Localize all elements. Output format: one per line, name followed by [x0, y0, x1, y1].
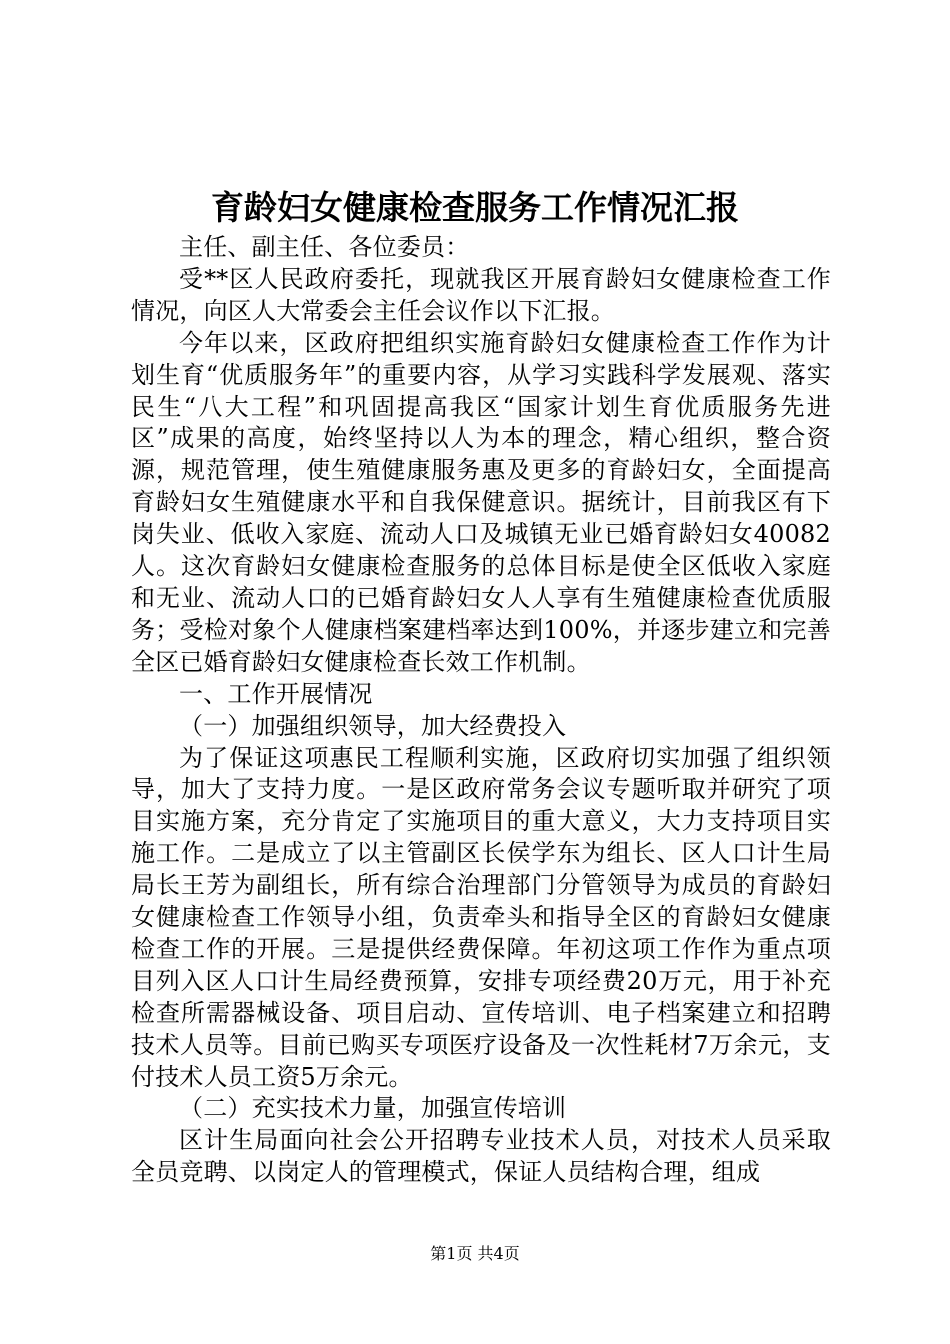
document-title: 育龄妇女健康检查服务工作情况汇报 [211, 188, 739, 227]
subsection-heading: （二）充实技术力量，加强宣传培训 [179, 1094, 567, 1123]
intro-paragraph: 受**区人民政府委托，现就我区开展育龄妇女健康检查工作情况，向区人大常委会主任会议作以下汇报。 [131, 264, 831, 325]
page-number-footer: 第1页 共4页 [430, 1244, 520, 1263]
section-heading: 一、工作开展情况 [179, 679, 373, 708]
subsection-heading: （一）加强组织领导，加大经费投入 [179, 711, 567, 740]
document-body [131, 232, 831, 1189]
salutation-paragraph: 主任、副主任、各位委员： [179, 233, 470, 261]
body-paragraph: 为了保证这项惠民工程顺利实施，区政府切实加强了组织领导，加大了支持力度。一是区政府常务会议专题听取并研究了项目实施方案，充分肯定了实施项目的重大意义，大力支持项目实施工作。二是成立了以主管副区长侯学东为组长、区人口计生局局长王芳为副组长，所有综合治理部门分管领导为成员的育龄妇女健康检查工作领导小组，负责牵头和指导全区的育龄妇女健康检查工作的开展。三是提供经费保障。年初这项工作作为重点项目列入区人口计生局经费预算，安排专项经费20万元，用于补充检查所需器械设备、项目启动、宣传培训、电子档案建立和招聘技术人员等。目前已购买专项医疗设备及一次性耗材7万余元，支付技术人员工资5万余元。 [131, 743, 831, 1091]
overview-paragraph: 今年以来，区政府把组织实施育龄妇女健康检查工作作为计划生育“优质服务年”的重要内容，从学习实践科学发展观、落实民生“八大工程”和巩固提高我区“国家计划生育优质服务先进区”成果的高度，始终坚持以人为本的理念，精心组织，整合资源，规范管理，使生殖健康服务惠及更多的育龄妇女，全面提高育龄妇女生殖健康水平和自我保健意识。据统计，目前我区有下岗失业、低收入家庭、流动人口及城镇无业已婚育龄妇女40082人。这次育龄妇女健康检查服务的总体目标是使全区低收入家庭和无业、流动人口的已婚育龄妇女人人享有生殖健康检查优质服务；受检对象个人健康档案建档率达到100%，并逐步建立和完善全区已婚育龄妇女健康检查长效工作机制。 [131, 328, 831, 676]
body-paragraph: 区计生局面向社会公开招聘专业技术人员，对技术人员采取全员竞聘、以岗定人的管理模式，保证人员结构合理，组成 [131, 1126, 831, 1187]
